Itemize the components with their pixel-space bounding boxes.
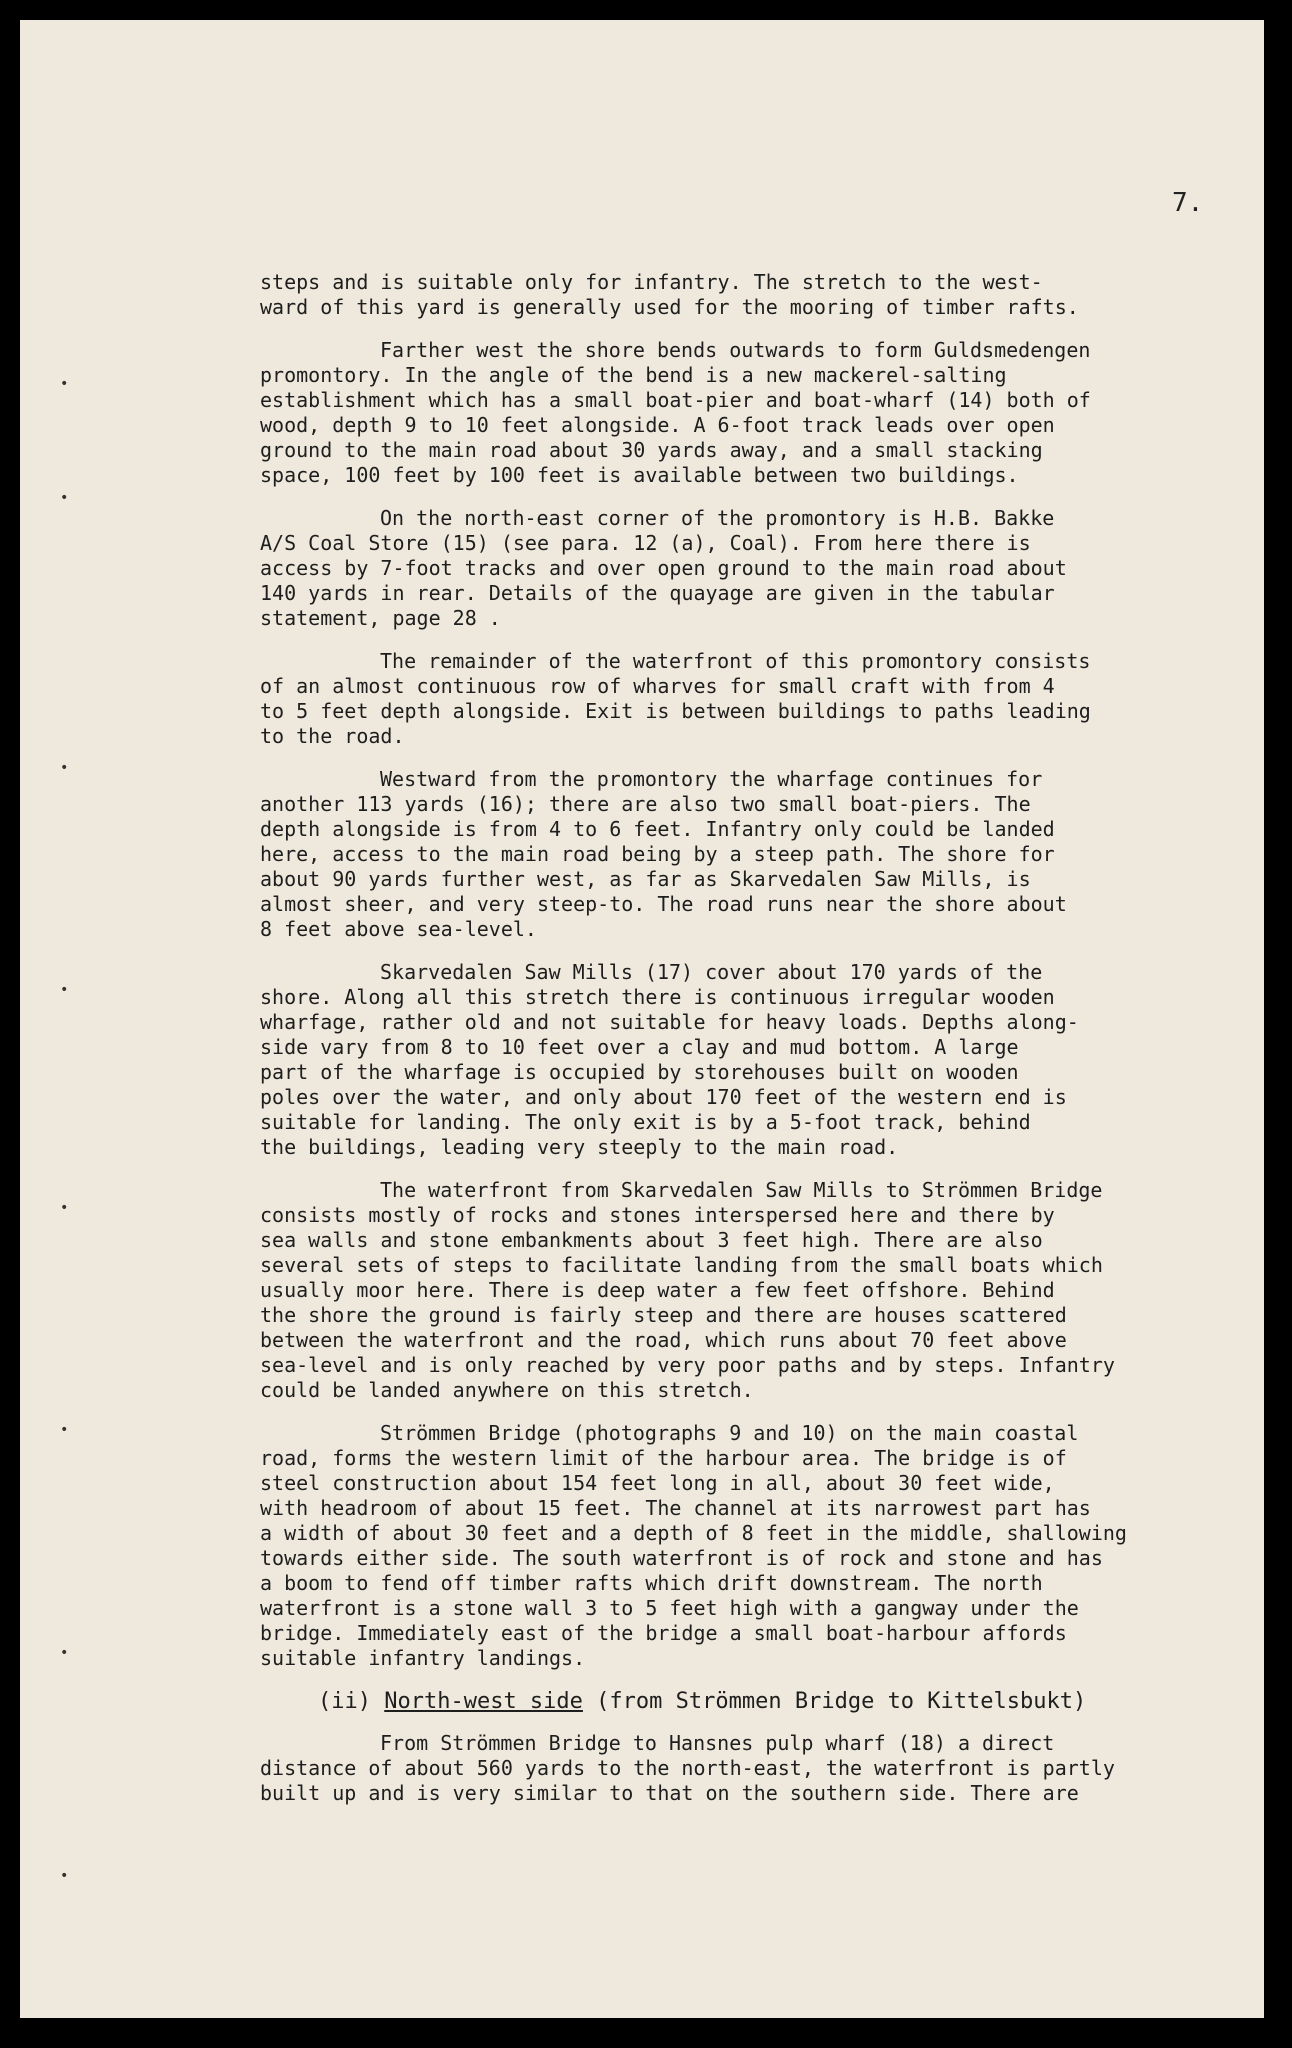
page-number: 7.: [1172, 188, 1204, 218]
paragraph-7: [260, 1178, 1210, 1403]
text-line: On the north-east corner of the promontory is H.B. Bakke: [380, 506, 1055, 530]
margin-mark: •: [60, 376, 69, 392]
text-line: a boom to fend off timber rafts which drift downstream. The north: [260, 1571, 1043, 1595]
paragraph-8: [260, 1421, 1210, 1671]
text-line: suitable for landing. The only exit is by a 5-foot track, behind: [260, 1110, 1031, 1134]
section-title: North-west side: [384, 1689, 583, 1714]
text-line: suitable infantry landings.: [260, 1646, 586, 1670]
text-line: to 5 feet depth alongside. Exit is between buildings to paths leading: [260, 699, 1091, 723]
text-line: a width of about 30 feet and a depth of 8 feet in the middle, shallowing: [260, 1521, 1127, 1545]
text-line: Skarvedalen Saw Mills (17) cover about 170 yards of the: [380, 960, 1043, 984]
text-line: statement, page 28 .: [260, 606, 501, 630]
document-page: [20, 20, 1264, 2018]
margin-mark: •: [60, 490, 69, 506]
text-line: the buildings, leading very steeply to the main road.: [260, 1135, 899, 1159]
text-line: ground to the main road about 30 yards away, and a small stacking: [260, 438, 1043, 462]
text-line: here, access to the main road being by a steep path. The shore for: [260, 842, 1055, 866]
text-line: with headroom of about 15 feet. The channel at its narrowest part has: [260, 1496, 1091, 1520]
section-subtitle: (from Strömmen Bridge to Kittelsbukt): [596, 1689, 1087, 1714]
text-line: part of the wharfage is occupied by storehouses built on wooden: [260, 1060, 1019, 1084]
text-line: sea walls and stone embankments about 3 feet high. There are also: [260, 1228, 1043, 1252]
text-line: road, forms the western limit of the harbour area. The bridge is of: [260, 1446, 1067, 1470]
text-line: to the road.: [260, 724, 405, 748]
text-line: towards either side. The south waterfront is of rock and stone and has: [260, 1546, 1103, 1570]
text-line: bridge. Immediately east of the bridge a small boat-harbour affords: [260, 1621, 1067, 1645]
text-line: Strömmen Bridge (photographs 9 and 10) on the main coastal: [380, 1421, 1079, 1445]
margin-mark: •: [60, 760, 69, 776]
text-line: could be landed anywhere on this stretch.: [260, 1378, 754, 1402]
text-line: built up and is very similar to that on the southern side. There are: [260, 1781, 1079, 1805]
text-line: access by 7-foot tracks and over open ground to the main road about: [260, 556, 1067, 580]
margin-mark: •: [60, 1868, 69, 1884]
text-line: wharfage, rather old and not suitable for heavy loads. Depths along-: [260, 1010, 1079, 1034]
paragraph-2: [260, 338, 1210, 488]
text-line: 8 feet above sea-level.: [260, 917, 537, 941]
margin-mark: •: [60, 1645, 69, 1661]
text-line: From Strömmen Bridge to Hansnes pulp wharf (18) a direct: [380, 1731, 1055, 1755]
section-heading: [318, 1689, 1210, 1715]
text-line: A/S Coal Store (15) (see para. 12 (a), Coal). From here there is: [260, 531, 1031, 555]
text-line: distance of about 560 yards to the north-east, the waterfront is partly: [260, 1756, 1115, 1780]
text-line: almost sheer, and very steep-to. The road runs near the shore about: [260, 892, 1067, 916]
body-text: [260, 270, 1210, 1824]
text-line: waterfront is a stone wall 3 to 5 feet high with a gangway under the: [260, 1596, 1079, 1620]
text-line: The remainder of the waterfront of this promontory consists: [380, 649, 1091, 673]
text-line: shore. Along all this stretch there is continuous irregular wooden: [260, 985, 1055, 1009]
text-line: the shore the ground is fairly steep and there are houses scattered: [260, 1303, 1067, 1327]
text-line: Westward from the promontory the wharfage continues for: [380, 767, 1043, 791]
text-line: poles over the water, and only about 170 feet of the western end is: [260, 1085, 1067, 1109]
text-line: promontory. In the angle of the bend is a new mackerel-salting: [260, 363, 1007, 387]
paragraph-1: [260, 270, 1210, 320]
margin-mark: •: [60, 1200, 69, 1216]
text-line: depth alongside is from 4 to 6 feet. Infantry only could be landed: [260, 817, 1055, 841]
section-number: (ii): [318, 1689, 371, 1714]
paragraph-3: [260, 506, 1210, 631]
text-line: Farther west the shore bends outwards to form Guldsmedengen: [380, 338, 1091, 362]
text-line: several sets of steps to facilitate landing from the small boats which: [260, 1253, 1103, 1277]
paragraph-5: [260, 767, 1210, 942]
text-line: ward of this yard is generally used for the mooring of timber rafts.: [260, 295, 1079, 319]
text-line: steps and is suitable only for infantry. The stretch to the west-: [260, 270, 1043, 294]
text-line: establishment which has a small boat-pier and boat-wharf (14) both of: [260, 388, 1091, 412]
text-line: steel construction about 154 feet long in all, about 30 feet wide,: [260, 1471, 1055, 1495]
text-line: wood, depth 9 to 10 feet alongside. A 6-foot track leads over open: [260, 413, 1055, 437]
paragraph-6: [260, 960, 1210, 1160]
text-line: sea-level and is only reached by very poor paths and by steps. Infantry: [260, 1353, 1115, 1377]
text-line: space, 100 feet by 100 feet is available between two buildings.: [260, 463, 1019, 487]
text-line: The waterfront from Skarvedalen Saw Mills to Strömmen Bridge: [380, 1178, 1103, 1202]
text-line: between the waterfront and the road, which runs about 70 feet above: [260, 1328, 1067, 1352]
text-line: side vary from 8 to 10 feet over a clay and mud bottom. A large: [260, 1035, 1019, 1059]
text-line: another 113 yards (16); there are also two small boat-piers. The: [260, 792, 1031, 816]
text-line: usually moor here. There is deep water a few feet offshore. Behind: [260, 1278, 1055, 1302]
text-line: 140 yards in rear. Details of the quayage are given in the tabular: [260, 581, 1055, 605]
text-line: about 90 yards further west, as far as Skarvedalen Saw Mills, is: [260, 867, 1031, 891]
paragraph-4: [260, 649, 1210, 749]
text-line: of an almost continuous row of wharves for small craft with from 4: [260, 674, 1055, 698]
margin-mark: •: [60, 982, 69, 998]
paragraph-9: [260, 1731, 1210, 1806]
margin-mark: •: [60, 1422, 69, 1438]
text-line: consists mostly of rocks and stones interspersed here and there by: [260, 1203, 1055, 1227]
